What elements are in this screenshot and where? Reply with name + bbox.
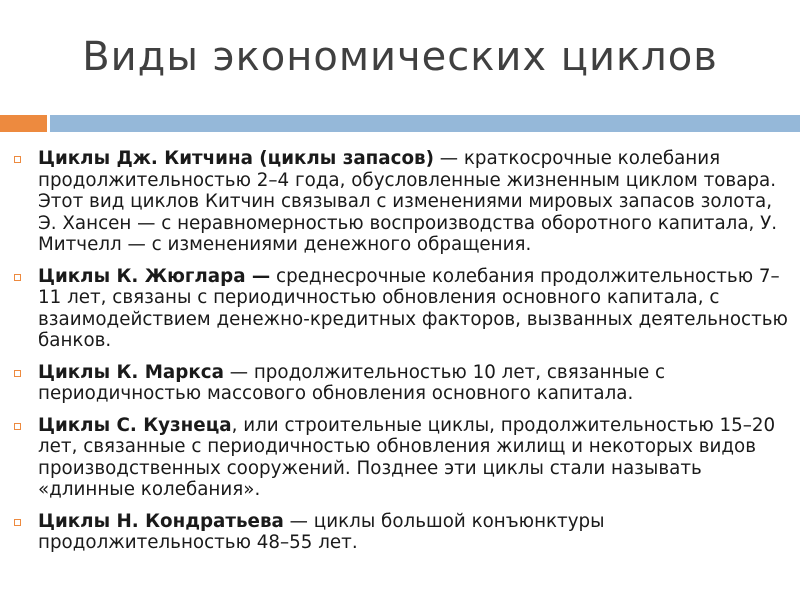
list-item-juglar xyxy=(14,266,794,352)
square-bullet-icon xyxy=(14,274,21,281)
square-bullet-icon xyxy=(14,156,21,163)
list-item-kitchin xyxy=(14,148,794,256)
square-bullet-icon xyxy=(14,370,21,377)
bullet-term: Циклы Дж. Китчина (циклы запасов) xyxy=(38,148,434,169)
bullet-term: Циклы К. Жюглара — xyxy=(38,265,271,287)
square-bullet-icon xyxy=(14,423,21,430)
bullet-term: Циклы С. Кузнеца xyxy=(38,414,232,436)
slide-title: Виды экономических циклов xyxy=(82,34,718,80)
bullet-text: — продолжительностью 10 лет, связанные с периодичностью массового обновления основного капитала. xyxy=(38,361,666,404)
list-item-marx xyxy=(14,362,794,405)
bullet-text: среднесрочные колебания продолжительностью 7–11 лет, связаны с периодичностью обновления основного капитала, с взаимодействием денежно-кредитных факторов, вызванных деятельностью банков. xyxy=(38,265,788,351)
bullet-text: — краткосрочные колебания продолжительностью 2–4 года, обусловленные жизненным циклом товара. Этот вид циклов Китчин связывал с изменениями мировых запасов золота, Э. Хансен — с неравномерностью воспроизводства оборотного капитала, У. Митчелл — с изменениями денежного обращения. xyxy=(38,148,778,255)
bullet-text: — циклы большой конъюнктуры продолжительностью 48–55 лет. xyxy=(38,510,605,553)
bullet-text: , или строительные циклы, продолжительностью 15–20 лет, связанные с периодичностью обновления жилищ и некоторых видов производственных сооружений. Позднее эти циклы стали называть «длинные колебания». xyxy=(38,414,776,500)
bullet-list xyxy=(14,148,794,564)
square-bullet-icon xyxy=(14,519,21,526)
list-item-kondratiev xyxy=(14,511,794,554)
bullet-term: Циклы Н. Кондратьева xyxy=(38,510,284,532)
title-accent-bar xyxy=(0,115,47,132)
title-divider-bar xyxy=(50,115,800,132)
list-item-kuznets xyxy=(14,415,794,501)
bullet-term: Циклы К. Маркса xyxy=(38,361,224,383)
